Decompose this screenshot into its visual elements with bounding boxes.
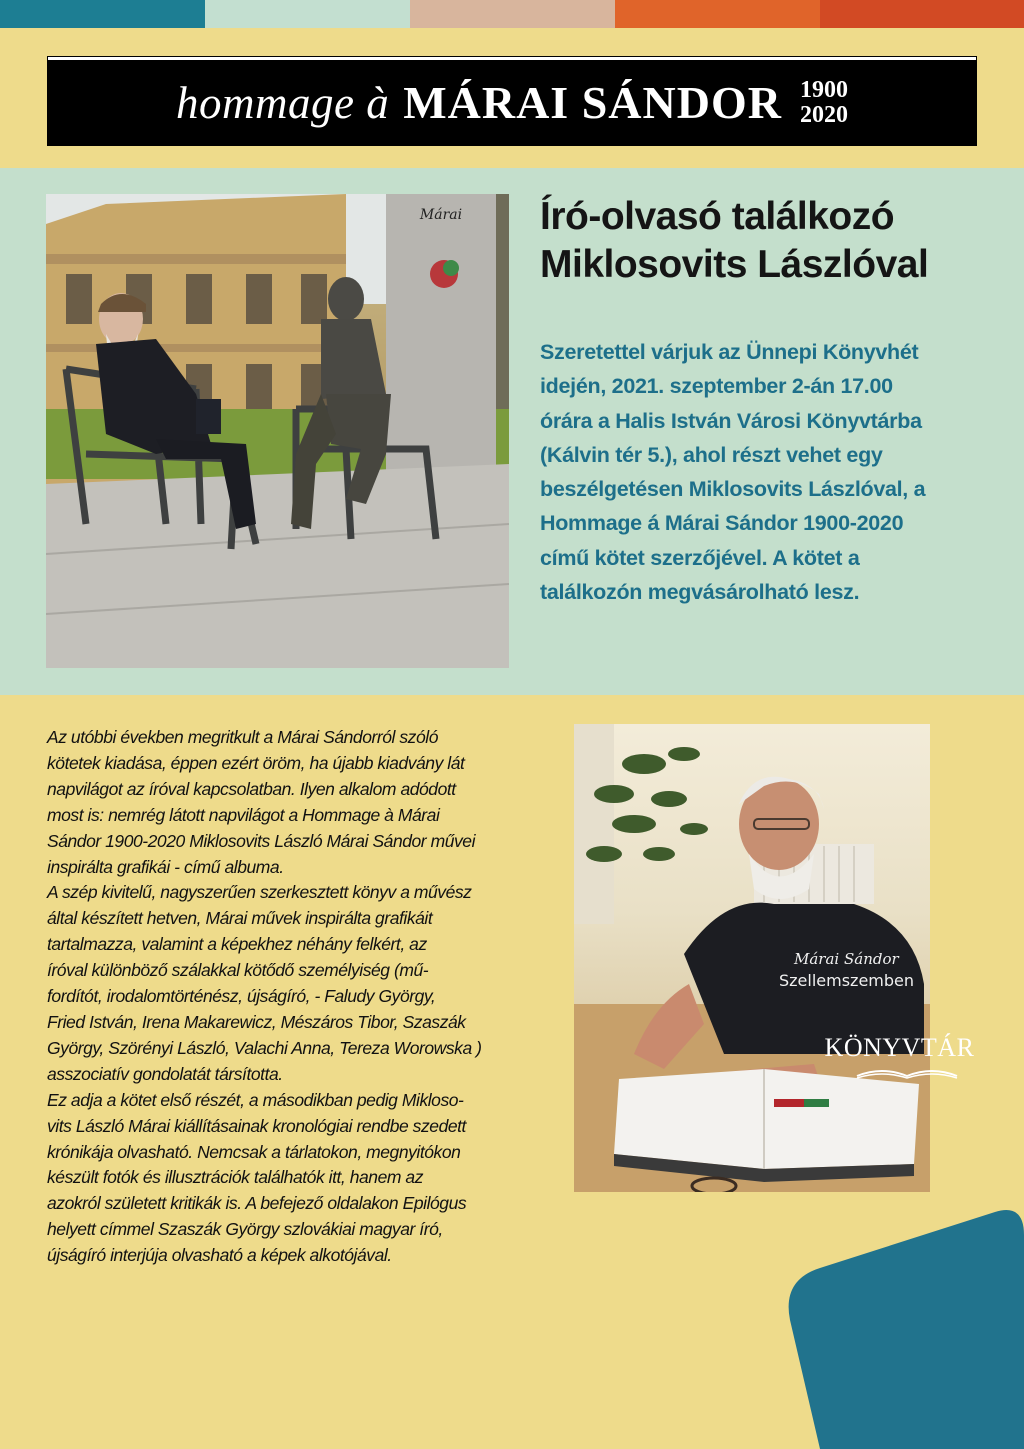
library-logo: KÖNYVTÁR — [824, 1033, 975, 1062]
article-line: helyett címmel Szaszák György szlovákiai magyar író, — [47, 1219, 443, 1240]
lead-line: beszélgetésen Miklosovits Lászlóval, a — [540, 477, 926, 502]
color-stripe-mint — [205, 0, 410, 28]
lead-line: (Kálvin tér 5.), ahol részt vehet egy — [540, 442, 883, 467]
color-stripe-red — [820, 0, 1024, 28]
event-title — [540, 193, 1010, 289]
header-prefix: hommage à — [176, 77, 390, 128]
article-line: azokról született kritikák is. A befejező oldalakon Epilógus — [47, 1193, 467, 1214]
article-body — [47, 725, 532, 1269]
article-line: készült fotók és illusztrációk találhatók itt, hanem az — [47, 1167, 423, 1188]
statue-photo — [46, 194, 509, 668]
open-book-icon — [852, 1064, 962, 1080]
shirt-text-2: Szellemszemben — [779, 971, 915, 990]
article-line: Sándor 1900-2020 Miklosovits László Márai Sándor művei — [47, 830, 476, 851]
article-line: vits László Márai kiállításainak kronológiai rendbe szedett — [47, 1115, 466, 1136]
header-years — [800, 78, 848, 128]
lead-line: Szeretettel várjuk az Ünnepi Könyvhét — [540, 340, 919, 364]
article-line: íróval különböző szálakkal kötődő személyiség (mű- — [47, 960, 429, 981]
article-line: Fried István, Irena Makarewicz, Mészáros Tibor, Szaszák — [47, 1011, 466, 1032]
header-banner — [48, 57, 976, 145]
article-line: újságíró interjúja olvasható a képek alkotójával. — [47, 1245, 392, 1266]
article-line: krónikája olvasható. Nemcsak a tárlatokon, megnyitókon — [47, 1141, 461, 1162]
artist-signing-photo — [574, 724, 930, 1192]
artist-photo-illustration — [574, 724, 930, 1192]
lead-line: című kötet szerzőjével. A kötet a — [540, 545, 860, 570]
article-line: György, Szörényi László, Valachi Anna, Tereza Worowska ) — [47, 1037, 482, 1058]
event-title-line2: Miklosovits Lászlóval — [540, 243, 929, 286]
lead-line: órára a Halis István Városi Könyvtárba — [540, 408, 922, 433]
article-line: most is: nemrég látott napvilágot a Hommage à Márai — [47, 804, 440, 825]
article-line: Az utóbbi években megritkult a Márai Sándorról szóló — [47, 727, 438, 747]
shirt-text-1: Márai Sándor — [794, 950, 899, 968]
color-stripe-teal — [0, 0, 205, 28]
article-line: tartalmazza, valamint a képekhez néhány felkért, az — [47, 934, 427, 955]
statue-photo-illustration — [46, 194, 509, 668]
color-stripe-beige — [410, 0, 615, 28]
article-line: inspirálta grafikái - című albuma. — [47, 856, 284, 877]
article-line: A szép kivitelű, nagyszerűen szerkesztett könyv a művész — [47, 882, 472, 903]
lead-line: Hommage á Márai Sándor 1900-2020 — [540, 511, 904, 536]
svg-text:Márai: Márai — [419, 207, 463, 223]
article-line: napvilágot az íróval kapcsolatban. Ilyen alkalom adódott — [47, 778, 456, 799]
year-start: 1900 — [799, 76, 848, 103]
header-name: MÁRAI SÁNDOR — [403, 77, 782, 128]
article-line: Ez adja a kötet első részét, a másodikban pedig Mikloso- — [47, 1089, 464, 1110]
article-line: fordítót, irodalomtörténész, újságíró, - Faludy György, — [47, 986, 436, 1007]
year-end: 2020 — [799, 101, 848, 128]
lead-line: idején, 2021. szeptember 2-án 17.00 — [540, 374, 893, 399]
color-stripe-orange — [615, 0, 820, 28]
event-description — [540, 335, 1000, 609]
article-line: által készített hetven, Márai művek inspirálta grafikáit — [47, 908, 433, 929]
lead-line: találkozón megvásárolható lesz. — [540, 580, 860, 605]
article-line: asszociatív gondolatát társította. — [47, 1063, 283, 1084]
event-title-line1: Író-olvasó találkozó — [540, 195, 895, 238]
article-line: kötetek kiadása, éppen ezért öröm, ha újabb kiadvány lát — [47, 752, 465, 773]
